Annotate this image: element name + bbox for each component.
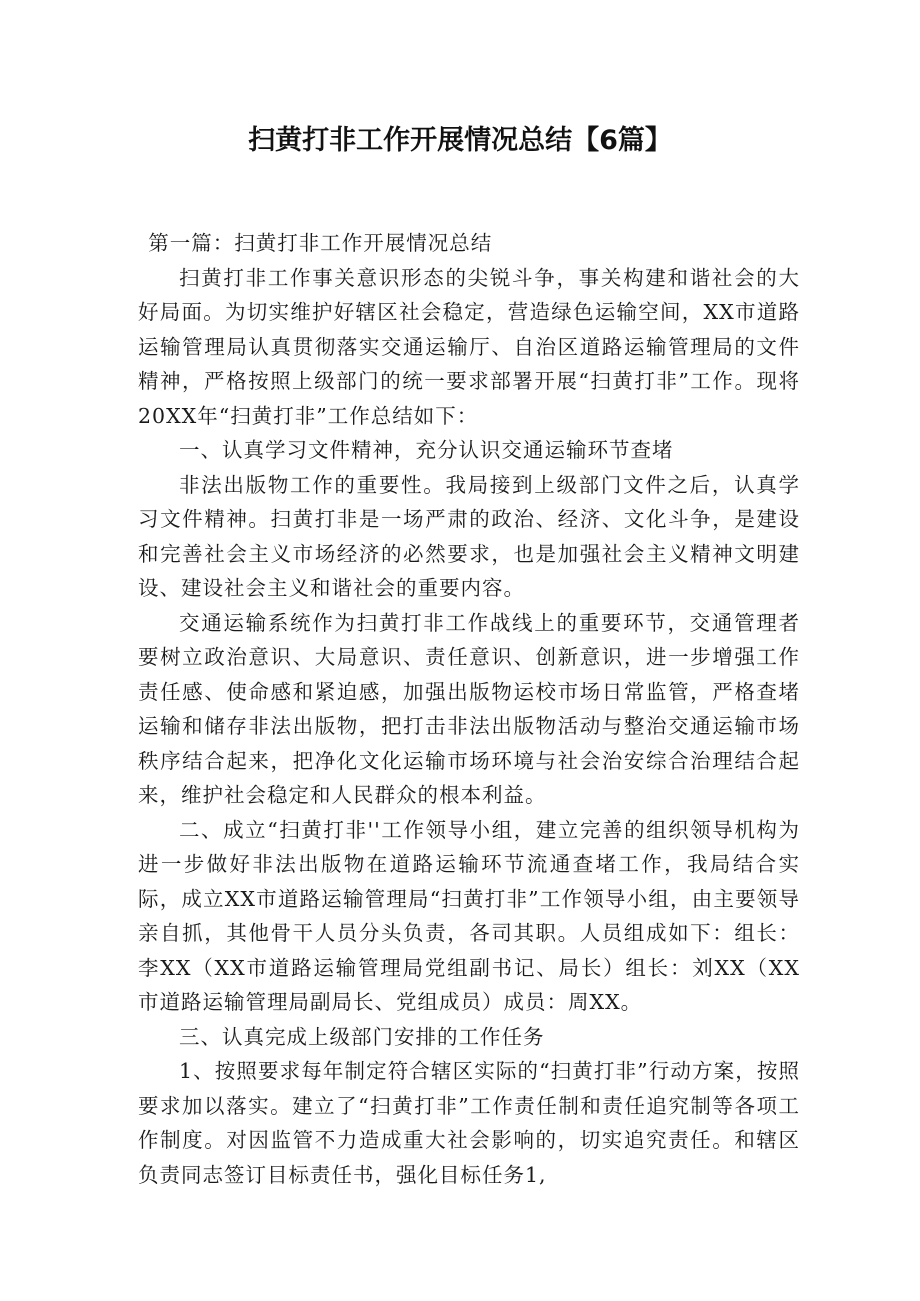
paragraph: 非法出版物工作的重要性。我局接到上级部门文件之后，认真学习文件精神。扫黄打非是一场严肃的政治、经济、文化斗争，是建设和完善社会主义市场经济的必然要求，也是加强社会主义精神文明建设、建设社会主义和谐社会的重要内容。 bbox=[138, 472, 800, 600]
paragraph: 扫黄打非工作事关意识形态的尖锐斗争，事关构建和谐社会的大好局面。为切实维护好辖区社会稳定，营造绿色运输空间，XX市道路运输管理局认真贯彻落实交通运输厅、自治区道路运输管理局的文件精神，严格按照上级部门的统一要求部署开展“扫黄打非”工作。现将20XX年“扫黄打非”工作总结如下： bbox=[138, 265, 800, 428]
section-heading: 第一篇：扫黄打非工作开展情况总结 bbox=[148, 231, 493, 255]
paragraph: 1、按照要求每年制定符合辖区实际的“扫黄打非”行动方案，按照要求加以落实。建立了“扫黄打非”工作责任制和责任追究制等各项工作制度。对因监管不力造成重大社会影响的，切实追究责任。和辖区负责同志签订目标责任书，强化目标任务1, bbox=[138, 1059, 800, 1187]
subsection-heading: 三、认真完成上级部门安排的工作任务 bbox=[179, 1024, 545, 1049]
paragraph: 交通运输系统作为扫黄打非工作战线上的重要环节，交通管理者要树立政治意识、大局意识、责任意识、创新意识，进一步增强工作责任感、使命感和紧迫感，加强出版物运校市场日常监管，严格查堵运输和储存非法出版物，把打击非法出版物活动与整治交通运输市场秩序结合起来，把净化文化运输市场环境与社会治安综合治理结合起来，维护社会稳定和人民群众的根本利益。 bbox=[138, 610, 800, 807]
subsection-heading: 一、认真学习文件精神，充分认识交通运输环节查堵 bbox=[179, 438, 674, 462]
paragraph: 二、成立“扫黄打非''工作领导小组，建立完善的组织领导机构为进一步做好非法出版物在道路运输环节流通查堵工作，我局结合实际，成立XX市道路运输管理局“扫黄打非”工作领导小组，由主要领导亲自抓，其他骨干人员分头负责，各司其职。人员组成如下：组长：李XX（XX市道路运输管理局党组副书记、局长）组长：刘XX（XX市道路运输管理局副局长、党组成员）成员：周XX。 bbox=[138, 817, 800, 1014]
document-title: 扫黄打非工作开展情况总结【6篇】 bbox=[248, 125, 672, 156]
document-body bbox=[138, 226, 800, 1192]
